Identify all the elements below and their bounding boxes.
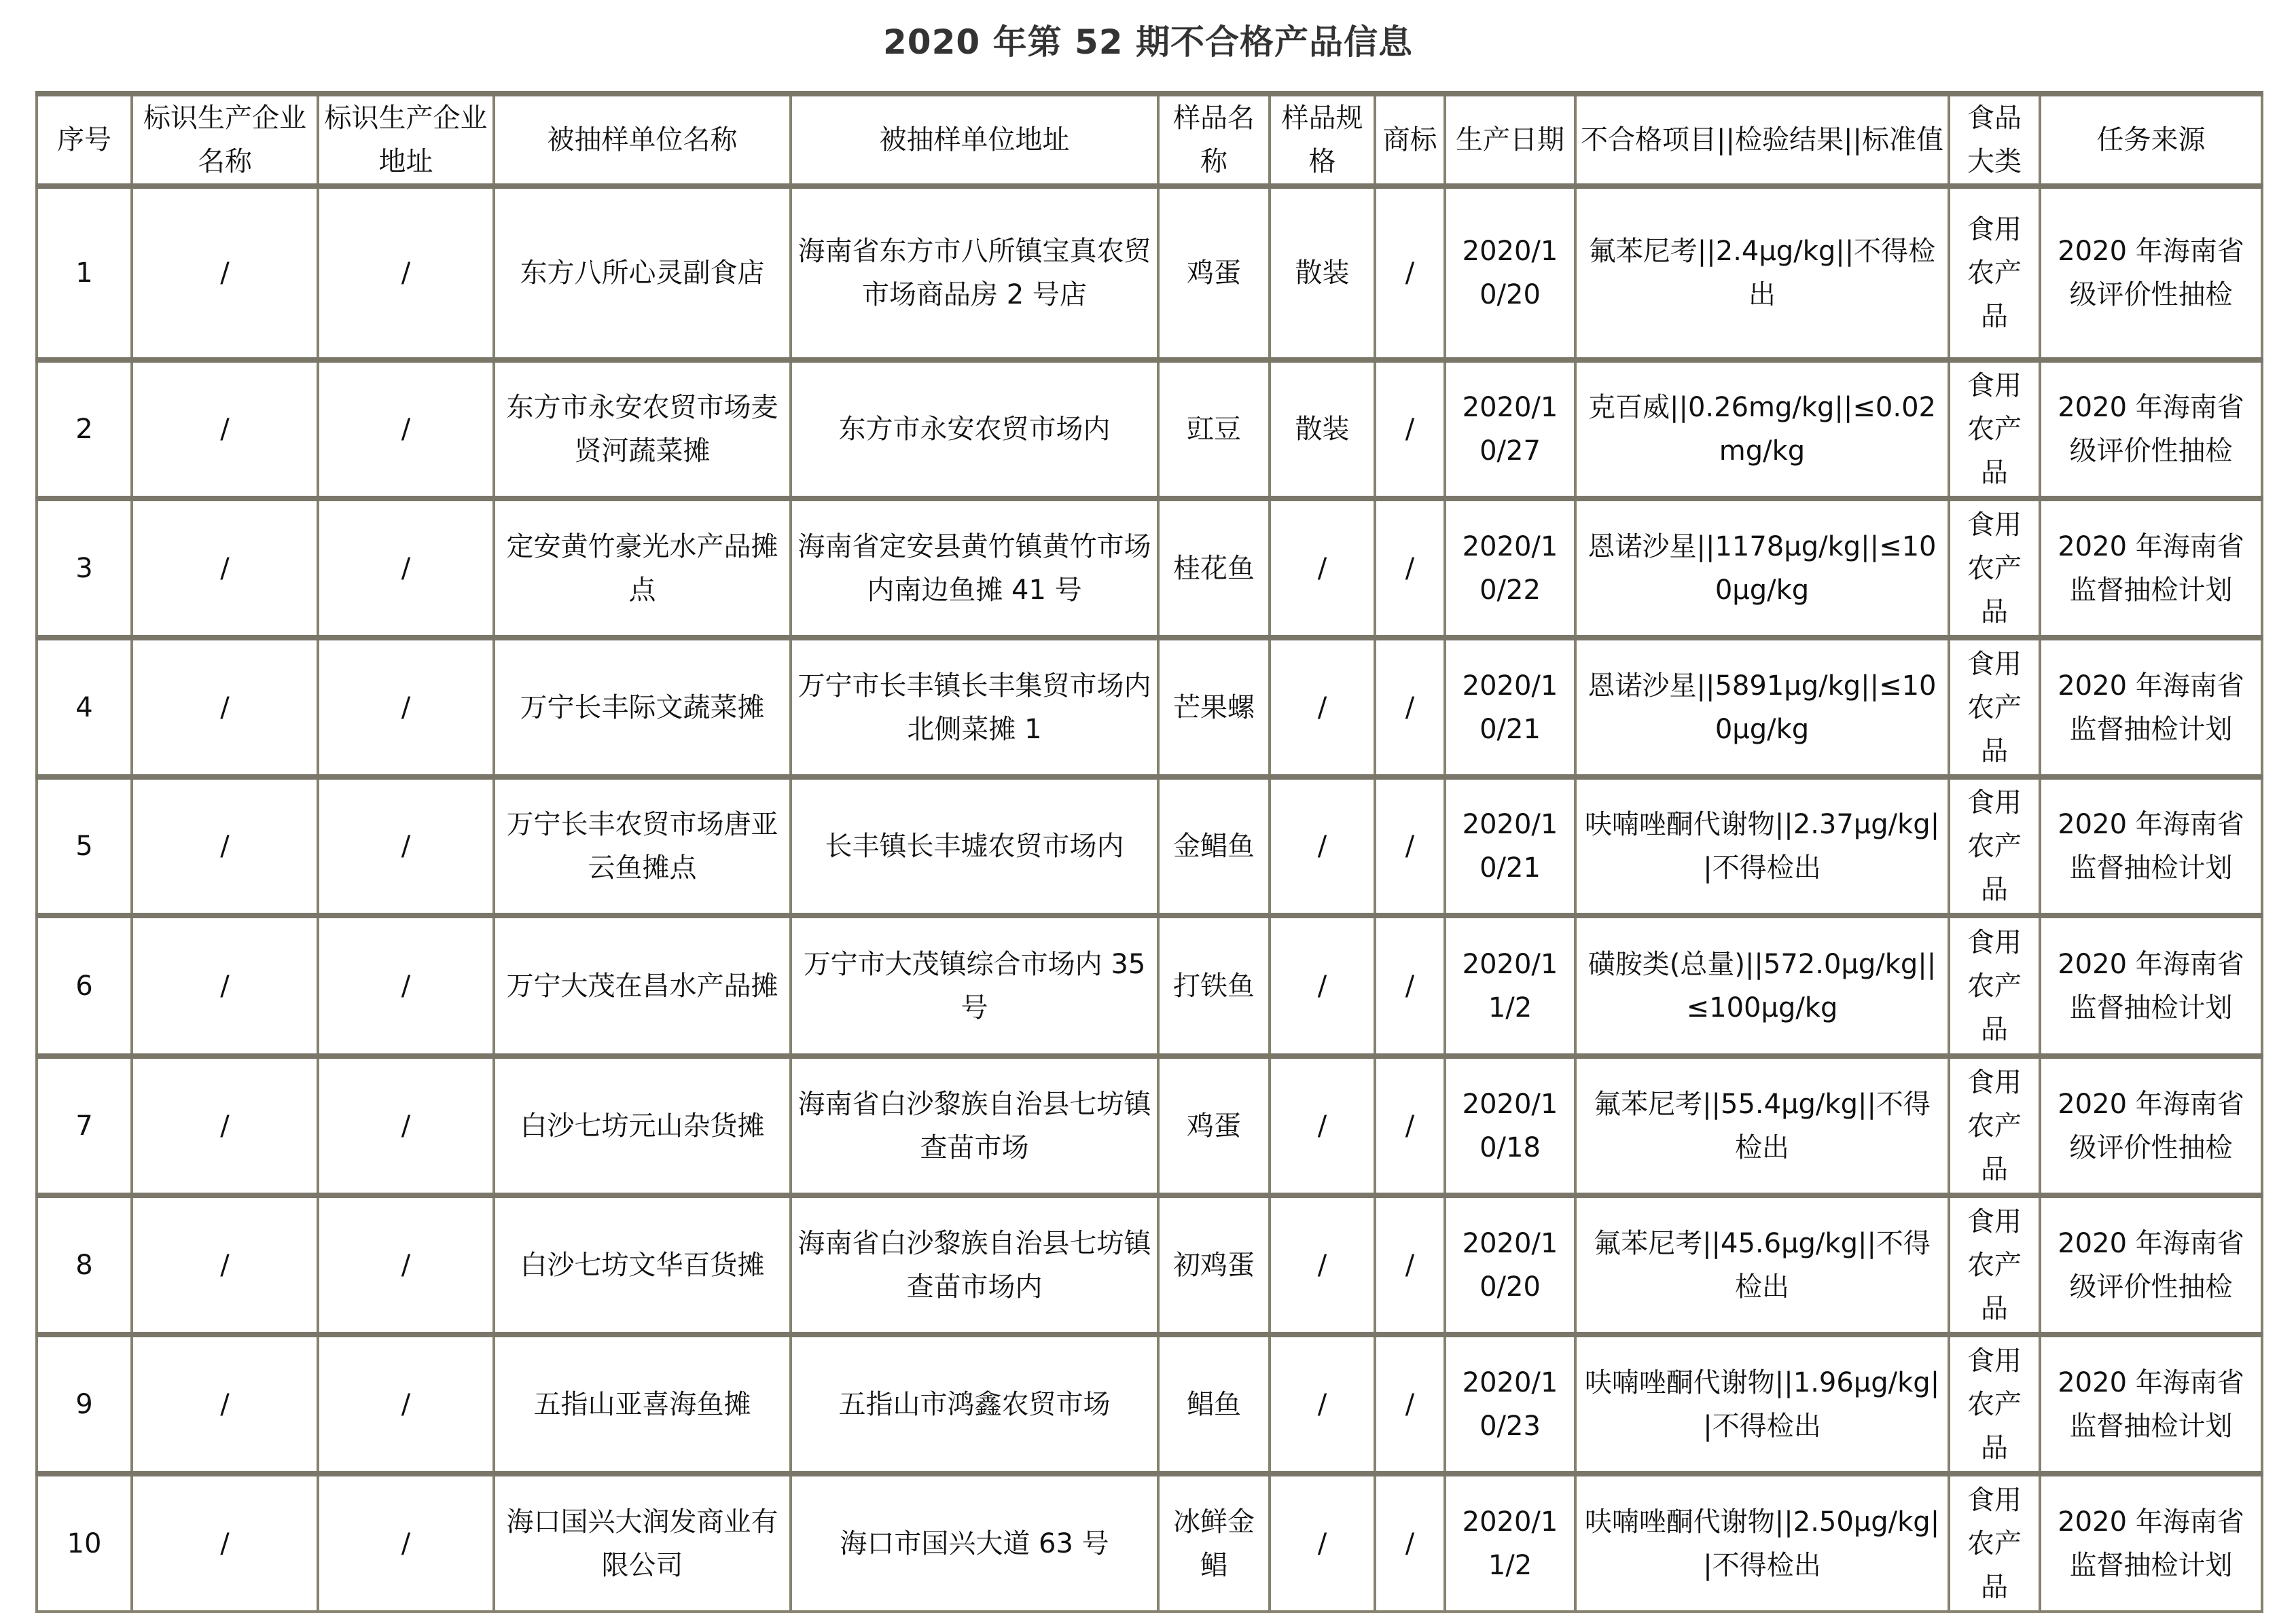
cell-serial-no: 2 <box>37 360 132 499</box>
cell-maker-address: / <box>318 186 494 360</box>
cell-maker-address: / <box>318 1474 494 1612</box>
cell-food-category: 食用农产品 <box>1949 1474 2040 1612</box>
cell-food-category: 食用农产品 <box>1949 1056 2040 1195</box>
cell-brand: / <box>1375 1335 1445 1474</box>
cell-sample-name: 鲳鱼 <box>1158 1335 1270 1474</box>
table-row <box>37 1335 2262 1474</box>
cell-unqualified-item: 呋喃唑酮代谢物||1.96μg/kg||不得检出 <box>1575 1335 1949 1474</box>
cell-maker-name: / <box>132 360 318 499</box>
cell-unqualified-item: 恩诺沙星||5891μg/kg||≤100μg/kg <box>1575 638 1949 777</box>
cell-food-category: 食用农产品 <box>1949 638 2040 777</box>
table-header-row <box>37 94 2262 186</box>
cell-sampled-unit-name: 万宁长丰际文蔬菜摊 <box>494 638 791 777</box>
cell-maker-name: / <box>132 186 318 360</box>
cell-task-source: 2020 年海南省监督抽检计划 <box>2040 499 2262 638</box>
cell-sample-name: 金鲳鱼 <box>1158 777 1270 916</box>
cell-production-date: 2020/10/20 <box>1445 186 1575 360</box>
cell-brand: / <box>1375 499 1445 638</box>
cell-food-category: 食用农产品 <box>1949 916 2040 1056</box>
header-sample-spec: 样品规格 <box>1270 94 1375 186</box>
cell-serial-no: 3 <box>37 499 132 638</box>
cell-maker-name: / <box>132 638 318 777</box>
cell-sample-spec: 散装 <box>1270 360 1375 499</box>
table-row <box>37 360 2262 499</box>
cell-brand: / <box>1375 186 1445 360</box>
cell-brand: / <box>1375 1056 1445 1195</box>
header-maker-name: 标识生产企业名称 <box>132 94 318 186</box>
cell-production-date: 2020/10/23 <box>1445 1335 1575 1474</box>
cell-unqualified-item: 磺胺类(总量)||572.0μg/kg||≤100μg/kg <box>1575 916 1949 1056</box>
cell-food-category: 食用农产品 <box>1949 1195 2040 1335</box>
cell-unqualified-item: 克百威||0.26mg/kg||≤0.02mg/kg <box>1575 360 1949 499</box>
cell-sampled-unit-address: 海南省定安县黄竹镇黄竹市场内南边鱼摊 41 号 <box>791 499 1158 638</box>
cell-production-date: 2020/10/21 <box>1445 638 1575 777</box>
cell-food-category: 食用农产品 <box>1949 777 2040 916</box>
cell-serial-no: 1 <box>37 186 132 360</box>
cell-sample-name: 豇豆 <box>1158 360 1270 499</box>
cell-production-date: 2020/11/2 <box>1445 916 1575 1056</box>
cell-production-date: 2020/10/21 <box>1445 777 1575 916</box>
header-sampled-unit-address: 被抽样单位地址 <box>791 94 1158 186</box>
cell-task-source: 2020 年海南省级评价性抽检 <box>2040 1195 2262 1335</box>
cell-maker-name: / <box>132 1195 318 1335</box>
header-maker-address: 标识生产企业地址 <box>318 94 494 186</box>
cell-task-source: 2020 年海南省级评价性抽检 <box>2040 1056 2262 1195</box>
cell-maker-name: / <box>132 916 318 1056</box>
cell-production-date: 2020/10/22 <box>1445 499 1575 638</box>
cell-task-source: 2020 年海南省监督抽检计划 <box>2040 1335 2262 1474</box>
cell-serial-no: 9 <box>37 1335 132 1474</box>
cell-sampled-unit-name: 万宁大茂在昌水产品摊 <box>494 916 791 1056</box>
cell-maker-address: / <box>318 1195 494 1335</box>
cell-maker-address: / <box>318 1335 494 1474</box>
cell-sampled-unit-name: 白沙七坊文华百货摊 <box>494 1195 791 1335</box>
cell-serial-no: 10 <box>37 1474 132 1612</box>
cell-sampled-unit-address: 东方市永安农贸市场内 <box>791 360 1158 499</box>
cell-task-source: 2020 年海南省级评价性抽检 <box>2040 360 2262 499</box>
table-row <box>37 1195 2262 1335</box>
cell-brand: / <box>1375 916 1445 1056</box>
cell-sample-name: 打铁鱼 <box>1158 916 1270 1056</box>
cell-maker-address: / <box>318 638 494 777</box>
cell-sampled-unit-address: 长丰镇长丰墟农贸市场内 <box>791 777 1158 916</box>
cell-unqualified-item: 恩诺沙星||1178μg/kg||≤100μg/kg <box>1575 499 1949 638</box>
cell-sample-name: 鸡蛋 <box>1158 186 1270 360</box>
cell-maker-name: / <box>132 1056 318 1195</box>
cell-sample-name: 桂花鱼 <box>1158 499 1270 638</box>
cell-maker-address: / <box>318 916 494 1056</box>
cell-production-date: 2020/10/18 <box>1445 1056 1575 1195</box>
cell-production-date: 2020/10/20 <box>1445 1195 1575 1335</box>
cell-brand: / <box>1375 1195 1445 1335</box>
cell-sample-spec: / <box>1270 1056 1375 1195</box>
table-row <box>37 777 2262 916</box>
cell-maker-address: / <box>318 777 494 916</box>
cell-task-source: 2020 年海南省监督抽检计划 <box>2040 1474 2262 1612</box>
cell-maker-name: / <box>132 499 318 638</box>
table-row <box>37 499 2262 638</box>
header-production-date: 生产日期 <box>1445 94 1575 186</box>
cell-serial-no: 7 <box>37 1056 132 1195</box>
cell-production-date: 2020/11/2 <box>1445 1474 1575 1612</box>
cell-maker-address: / <box>318 499 494 638</box>
cell-sampled-unit-name: 万宁长丰农贸市场唐亚云鱼摊点 <box>494 777 791 916</box>
cell-sampled-unit-address: 万宁市大茂镇综合市场内 35 号 <box>791 916 1158 1056</box>
cell-sample-spec: / <box>1270 1335 1375 1474</box>
cell-serial-no: 6 <box>37 916 132 1056</box>
cell-sampled-unit-name: 东方市永安农贸市场麦贤河蔬菜摊 <box>494 360 791 499</box>
cell-sample-spec: / <box>1270 916 1375 1056</box>
cell-maker-name: / <box>132 777 318 916</box>
cell-sample-spec: 散装 <box>1270 186 1375 360</box>
cell-sampled-unit-address: 海南省白沙黎族自治县七坊镇查苗市场内 <box>791 1195 1158 1335</box>
cell-task-source: 2020 年海南省监督抽检计划 <box>2040 638 2262 777</box>
cell-sampled-unit-name: 东方八所心灵副食店 <box>494 186 791 360</box>
cell-sample-spec: / <box>1270 499 1375 638</box>
table-row <box>37 1056 2262 1195</box>
cell-food-category: 食用农产品 <box>1949 186 2040 360</box>
cell-brand: / <box>1375 638 1445 777</box>
cell-sampled-unit-name: 五指山亚喜海鱼摊 <box>494 1335 791 1474</box>
cell-unqualified-item: 氟苯尼考||2.4μg/kg||不得检出 <box>1575 186 1949 360</box>
cell-maker-name: / <box>132 1335 318 1474</box>
cell-task-source: 2020 年海南省级评价性抽检 <box>2040 186 2262 360</box>
header-sampled-unit-name: 被抽样单位名称 <box>494 94 791 186</box>
cell-sample-spec: / <box>1270 1195 1375 1335</box>
header-serial-no: 序号 <box>37 94 132 186</box>
cell-sample-name: 初鸡蛋 <box>1158 1195 1270 1335</box>
cell-task-source: 2020 年海南省监督抽检计划 <box>2040 777 2262 916</box>
header-food-category: 食品大类 <box>1949 94 2040 186</box>
cell-sampled-unit-address: 五指山市鸿鑫农贸市场 <box>791 1335 1158 1474</box>
table-row <box>37 1474 2262 1612</box>
cell-unqualified-item: 氟苯尼考||55.4μg/kg||不得检出 <box>1575 1056 1949 1195</box>
cell-food-category: 食用农产品 <box>1949 499 2040 638</box>
header-unqualified-item: 不合格项目||检验结果||标准值 <box>1575 94 1949 186</box>
cell-task-source: 2020 年海南省监督抽检计划 <box>2040 916 2262 1056</box>
page-title: 2020 年第 52 期不合格产品信息 <box>883 22 1413 62</box>
cell-maker-name: / <box>132 1474 318 1612</box>
table-row <box>37 638 2262 777</box>
header-task-source: 任务来源 <box>2040 94 2262 186</box>
cell-maker-address: / <box>318 360 494 499</box>
cell-brand: / <box>1375 777 1445 916</box>
cell-sampled-unit-address: 海口市国兴大道 63 号 <box>791 1474 1158 1612</box>
cell-serial-no: 4 <box>37 638 132 777</box>
cell-food-category: 食用农产品 <box>1949 1335 2040 1474</box>
cell-serial-no: 8 <box>37 1195 132 1335</box>
cell-sample-spec: / <box>1270 638 1375 777</box>
cell-sampled-unit-name: 海口国兴大润发商业有限公司 <box>494 1474 791 1612</box>
header-brand: 商标 <box>1375 94 1445 186</box>
cell-maker-address: / <box>318 1056 494 1195</box>
cell-sampled-unit-address: 海南省白沙黎族自治县七坊镇查苗市场 <box>791 1056 1158 1195</box>
cell-brand: / <box>1375 1474 1445 1612</box>
cell-sample-spec: / <box>1270 1474 1375 1612</box>
header-sample-name: 样品名称 <box>1158 94 1270 186</box>
table-row <box>37 186 2262 360</box>
cell-unqualified-item: 呋喃唑酮代谢物||2.50μg/kg||不得检出 <box>1575 1474 1949 1612</box>
cell-sampled-unit-name: 定安黄竹豪光水产品摊点 <box>494 499 791 638</box>
cell-brand: / <box>1375 360 1445 499</box>
cell-food-category: 食用农产品 <box>1949 360 2040 499</box>
unqualified-products-table <box>35 91 2263 1613</box>
cell-production-date: 2020/10/27 <box>1445 360 1575 499</box>
cell-unqualified-item: 氟苯尼考||45.6μg/kg||不得检出 <box>1575 1195 1949 1335</box>
cell-unqualified-item: 呋喃唑酮代谢物||2.37μg/kg||不得检出 <box>1575 777 1949 916</box>
cell-sampled-unit-name: 白沙七坊元山杂货摊 <box>494 1056 791 1195</box>
table-row <box>37 916 2262 1056</box>
cell-sample-name: 鸡蛋 <box>1158 1056 1270 1195</box>
cell-serial-no: 5 <box>37 777 132 916</box>
cell-sample-name: 冰鲜金鲳 <box>1158 1474 1270 1612</box>
cell-sample-name: 芒果螺 <box>1158 638 1270 777</box>
cell-sampled-unit-address: 万宁市长丰镇长丰集贸市场内北侧菜摊 1 <box>791 638 1158 777</box>
cell-sampled-unit-address: 海南省东方市八所镇宝真农贸市场商品房 2 号店 <box>791 186 1158 360</box>
cell-sample-spec: / <box>1270 777 1375 916</box>
